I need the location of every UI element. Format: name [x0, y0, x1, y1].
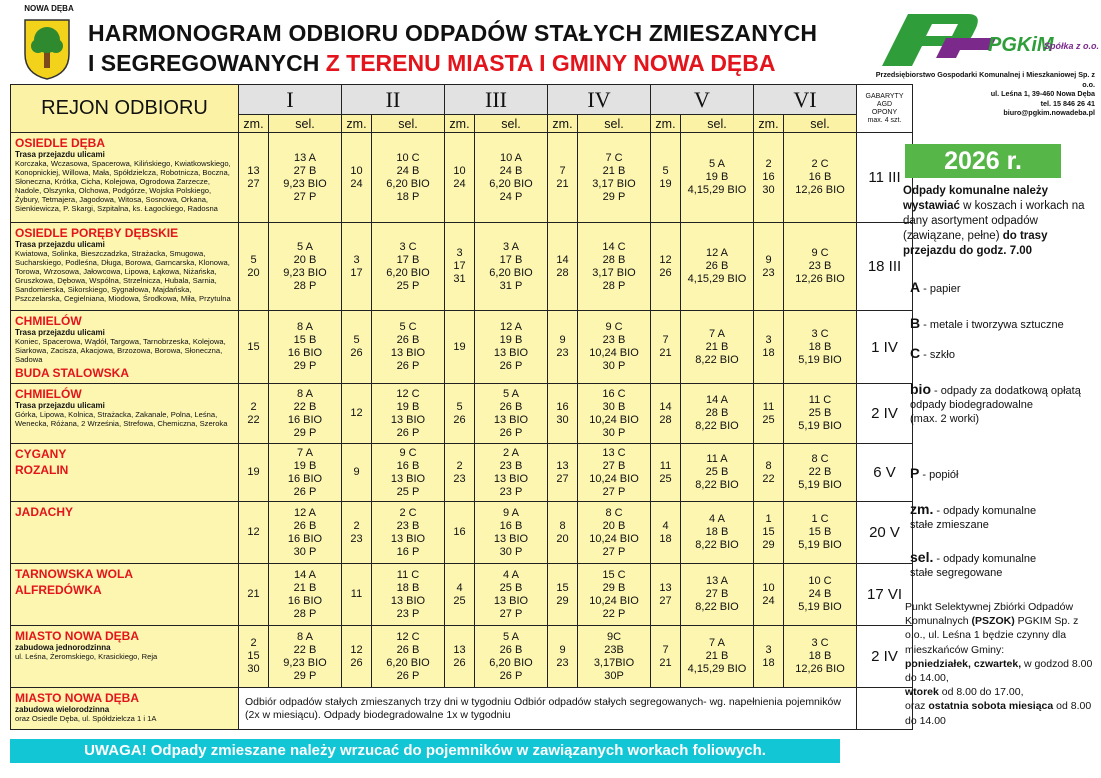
route-label: Trasa przejazdu ulicami — [15, 401, 105, 410]
gabaryty-date-cell: 2 IV — [857, 384, 913, 444]
legend-key: B — [910, 315, 921, 331]
gabaryty-header: GABARYTY AGD OPONY max. 4 szt. — [857, 85, 913, 133]
table-row — [11, 626, 913, 688]
legend-desc: szkło — [929, 349, 955, 361]
zm-dates-cell: 4 18 — [651, 502, 681, 564]
sel-dates-cell: 2 C 23 B 13 BIO 16 P — [372, 502, 445, 564]
legend-key: C — [910, 345, 921, 361]
table-row — [11, 502, 913, 564]
zm-dates-cell: 3 18 — [754, 626, 784, 688]
sel-dates-cell: 8 C 20 B 10,24 BIO 27 P — [578, 502, 651, 564]
region-cell — [11, 688, 239, 730]
pszok-hours-2: od 8.00 do 17.00, — [938, 686, 1024, 699]
gabaryty-date-cell: 6 V — [857, 444, 913, 502]
sel-dates-cell: 7 A 19 B 16 BIO 26 P — [269, 444, 342, 502]
sel-dates-cell: 3 C 18 B 12,26 BIO — [784, 626, 857, 688]
sel-dates-cell: 12 C 26 B 6,20 BIO 26 P — [372, 626, 445, 688]
zm-dates-cell: 10 24 — [445, 133, 475, 223]
sel-dates-cell: 16 C 30 B 10,24 BIO 30 P — [578, 384, 651, 444]
title-line-2 — [88, 50, 775, 77]
zm-dates-cell: 13 27 — [239, 133, 269, 223]
zm-dates-cell: 10 24 — [342, 133, 372, 223]
legend-sep: - — [931, 385, 941, 397]
schedule-table — [10, 84, 913, 730]
pszok-days-1: poniedziałek, czwartek, — [905, 657, 1022, 670]
zm-dates-cell: 15 — [239, 311, 269, 384]
zm-dates-cell: 14 28 — [548, 223, 578, 311]
year-badge: 2026 r. — [905, 144, 1061, 178]
zm-dates-cell: 3 17 31 — [445, 223, 475, 311]
sel-dates-cell: 11 A 25 B 8,22 BIO — [681, 444, 754, 502]
table-row — [11, 564, 913, 626]
zm-dates-cell: 1 15 29 — [754, 502, 784, 564]
legend-item — [910, 382, 1095, 426]
title-line-2-black: I SEGREGOWANYCH — [88, 50, 326, 76]
zm-dates-cell: 7 21 — [651, 311, 681, 384]
pszok-text-2: PGKIM Sp. z o.o., ul. Leśna 1 będzie czynny dla mieszkańców Gminy: — [905, 615, 1079, 656]
sel-dates-cell: 11 C 25 B 5,19 BIO — [784, 384, 857, 444]
region-name-extra: ROZALIN — [15, 463, 69, 477]
table-row-last — [11, 688, 913, 730]
sel-dates-cell: 10 A 24 B 6,20 BIO 24 P — [475, 133, 548, 223]
legend-item — [910, 550, 1095, 580]
zm-subheader: zm. — [342, 115, 372, 133]
pgkim-logo-graphic — [878, 8, 1096, 70]
zm-dates-cell: 10 24 — [754, 564, 784, 626]
zm-dates-cell: 4 25 — [445, 564, 475, 626]
crest-label: NOWA DĘBA — [24, 4, 74, 13]
gabaryty-date-cell: 20 V — [857, 502, 913, 564]
gabaryty-date-cell: 18 III — [857, 223, 913, 311]
route-label: zabudowa wielorodzinna — [15, 705, 110, 714]
sel-dates-cell: 5 C 26 B 13 BIO 26 P — [372, 311, 445, 384]
sel-dates-cell: 13 A 27 B 8,22 BIO — [681, 564, 754, 626]
legend-item — [910, 280, 1095, 296]
sel-dates-cell: 12 C 19 B 13 BIO 26 P — [372, 384, 445, 444]
zm-dates-cell: 9 23 — [754, 223, 784, 311]
zm-dates-cell: 5 20 — [239, 223, 269, 311]
region-cell — [11, 564, 239, 626]
coat-of-arms-icon — [22, 14, 72, 84]
sel-dates-cell: 9 C 23 B 10,24 BIO 30 P — [578, 311, 651, 384]
period-header: VI — [754, 85, 857, 115]
company-address: ul. Leśna 1, 39-460 Nowa Dęba — [990, 89, 1095, 98]
period-header: III — [445, 85, 548, 115]
region-name: OSIEDLE DĘBA — [15, 136, 106, 150]
sel-dates-cell: 5 A 26 B 13 BIO 26 P — [475, 384, 548, 444]
region-name: CHMIELÓW — [15, 387, 82, 401]
street-list: Koniec, Spacerowa, Wądół, Targowa, Tarnobrzeska, Kolejowa, Siarkowa, Zacisza, Akacjowa, Brzozowa, Borowa, Słoneczna, Sadowa — [15, 337, 226, 364]
legend-desc: odpady za dodatkową opłatą odpady biodegradowalne (max. 2 worki) — [910, 385, 1081, 425]
sel-dates-cell: 9 C 23 B 12,26 BIO — [784, 223, 857, 311]
region-cell — [11, 384, 239, 444]
zm-dates-cell: 7 21 — [651, 626, 681, 688]
legend-item — [910, 316, 1095, 332]
sel-subheader: sel. — [681, 115, 754, 133]
zm-dates-cell: 12 26 — [651, 223, 681, 311]
zm-dates-cell: 11 25 — [754, 384, 784, 444]
zm-dates-cell: 7 21 — [548, 133, 578, 223]
zm-dates-cell: 16 30 — [548, 384, 578, 444]
pszok-hours-1: w godzod 8.00 do 14.00, — [905, 657, 1093, 685]
sel-dates-cell: 4 A 25 B 13 BIO 27 P — [475, 564, 548, 626]
logo-text: PGKiM — [988, 34, 1054, 56]
sel-dates-cell: 12 A 19 B 13 BIO 26 P — [475, 311, 548, 384]
table-row — [11, 311, 913, 384]
intro-body: w koszach i workach na dany asortyment odpadów (zawiązane, pełne) — [903, 200, 1085, 242]
region-name: CYGANY — [15, 447, 67, 461]
sel-dates-cell: 1 C 15 B 5,19 BIO — [784, 502, 857, 564]
zm-dates-cell: 8 20 — [548, 502, 578, 564]
legend-item — [910, 346, 1095, 362]
route-label: Trasa przejazdu ulicami — [15, 328, 105, 337]
sel-dates-cell: 11 C 18 B 13 BIO 23 P — [372, 564, 445, 626]
sel-dates-cell: 5 A 20 B 9,23 BIO 28 P — [269, 223, 342, 311]
gabaryty-date-cell: 11 III — [857, 133, 913, 223]
zm-dates-cell: 9 23 — [548, 311, 578, 384]
zm-dates-cell: 19 — [445, 311, 475, 384]
zm-dates-cell: 11 25 — [651, 444, 681, 502]
period-header: V — [651, 85, 754, 115]
zm-dates-cell: 13 27 — [651, 564, 681, 626]
region-cell — [11, 311, 239, 384]
sel-subheader: sel. — [372, 115, 445, 133]
legend-item — [910, 466, 1095, 482]
intro-bold-2: do trasy przejazdu do godz. 7.00 — [903, 230, 1048, 257]
zm-dates-cell: 15 29 — [548, 564, 578, 626]
zm-dates-cell: 19 — [239, 444, 269, 502]
collection-note: Odbiór odpadów stałych zmieszanych trzy dni w tygodniu Odbiór odpadów stałych segregowanych- wg. napełnienia pojemników (2x w miesiącu). Odpady biodegradowalne 1x w tygodniu — [239, 688, 857, 730]
region-name-extra: ALFREDÓWKA — [15, 583, 102, 597]
company-email: biuro@pgkim.nowadeba.pl — [1003, 108, 1095, 117]
region-cell — [11, 223, 239, 311]
zm-dates-cell: 14 28 — [651, 384, 681, 444]
sel-dates-cell: 9 C 16 B 13 BIO 25 P — [372, 444, 445, 502]
zm-dates-cell: 9 — [342, 444, 372, 502]
zm-dates-cell: 2 16 30 — [754, 133, 784, 223]
sel-subheader: sel. — [578, 115, 651, 133]
legend-desc: odpady komunalne stałe segregowane — [910, 553, 1037, 579]
company-phone: tel. 15 846 26 41 — [1040, 98, 1095, 108]
zm-dates-cell: 13 26 — [445, 626, 475, 688]
zm-dates-cell: 8 22 — [754, 444, 784, 502]
route-label: Trasa przejazdu ulicami — [15, 240, 105, 249]
pszok-text-1: Punkt Selektywnej Zbiórki Odpadów Komunalnych — [905, 601, 1074, 628]
pszok-days-3: ostatnia sobota miesiąca — [928, 700, 1054, 713]
route-label: Trasa przejazdu ulicami — [15, 150, 105, 159]
legend-key: P — [910, 465, 920, 481]
intro-text — [903, 184, 1095, 259]
legend-item — [910, 502, 1095, 532]
company-name: Przedsiębiorstwo Gospodarki Komunalnej i Mieszkaniowej Sp. z o.o. — [875, 70, 1095, 89]
period-header: II — [342, 85, 445, 115]
legend-key: bio — [910, 381, 931, 397]
sel-dates-cell: 14 A 28 B 8,22 BIO — [681, 384, 754, 444]
period-header: IV — [548, 85, 651, 115]
street-list: ul. Leśna, Żeromskiego, Krasickiego, Reja — [15, 652, 158, 661]
zm-dates-cell: 12 — [342, 384, 372, 444]
sel-dates-cell: 8 A 22 B 9,23 BIO 29 P — [269, 626, 342, 688]
zm-dates-cell: 11 — [342, 564, 372, 626]
zm-dates-cell: 12 26 — [342, 626, 372, 688]
sel-dates-cell: 2 A 23 B 13 BIO 23 P — [475, 444, 548, 502]
sel-subheader: sel. — [269, 115, 342, 133]
sel-dates-cell: 10 C 24 B 5,19 BIO — [784, 564, 857, 626]
legend-key: A — [910, 279, 921, 295]
intro-bold-1: Odpady komunalne należy wystawiać — [903, 185, 1049, 212]
zm-subheader: zm. — [445, 115, 475, 133]
legend-sep: - — [920, 319, 930, 331]
region-cell — [11, 444, 239, 502]
zm-dates-cell: 9 23 — [548, 626, 578, 688]
period-header: I — [239, 85, 342, 115]
sel-dates-cell: 3 C 17 B 6,20 BIO 25 P — [372, 223, 445, 311]
sel-dates-cell: 7 A 21 B 8,22 BIO — [681, 311, 754, 384]
sel-dates-cell: 7 C 21 B 3,17 BIO 29 P — [578, 133, 651, 223]
sel-dates-cell: 12 A 26 B 16 BIO 30 P — [269, 502, 342, 564]
zm-dates-cell: 16 — [445, 502, 475, 564]
gabaryty-date-cell: 1 IV — [857, 311, 913, 384]
region-name: TARNOWSKA WOLA — [15, 567, 133, 581]
table-row — [11, 223, 913, 311]
sel-dates-cell: 15 C 29 B 10,24 BIO 22 P — [578, 564, 651, 626]
region-cell — [11, 502, 239, 564]
sel-dates-cell: 4 A 18 B 8,22 BIO — [681, 502, 754, 564]
sel-dates-cell: 7 A 21 B 4,15,29 BIO — [681, 626, 754, 688]
gabaryty-date-cell: 2 IV — [857, 626, 913, 688]
pgkim-logo — [878, 8, 1100, 70]
zm-dates-cell: 21 — [239, 564, 269, 626]
pszok-info — [905, 600, 1097, 728]
zm-dates-cell: 12 — [239, 502, 269, 564]
zm-subheader: zm. — [239, 115, 269, 133]
pszok-text-5: oraz — [905, 700, 929, 713]
sel-dates-cell: 12 A 26 B 4,15,29 BIO — [681, 223, 754, 311]
logo-suffix: Spółka z o.o. — [1044, 41, 1100, 51]
gabaryty-date-cell: 17 VI — [857, 564, 913, 626]
sel-dates-cell: 5 A 19 B 4,15,29 BIO — [681, 133, 754, 223]
region-name: CHMIELÓW — [15, 314, 82, 328]
sel-dates-cell: 8 C 22 B 5,19 BIO — [784, 444, 857, 502]
legend-key: zm. — [910, 501, 934, 517]
zm-dates-cell: 2 23 — [342, 502, 372, 564]
zm-dates-cell: 13 27 — [548, 444, 578, 502]
pszok-days-2: wtorek — [905, 686, 939, 699]
zm-dates-cell: 3 18 — [754, 311, 784, 384]
sel-dates-cell: 2 C 16 B 12,26 BIO — [784, 133, 857, 223]
zm-subheader: zm. — [651, 115, 681, 133]
zm-subheader: zm. — [548, 115, 578, 133]
zm-dates-cell: 5 26 — [342, 311, 372, 384]
legend-desc: odpady komunalne stałe zmieszane — [910, 505, 1037, 531]
street-list: Górka, Lipowa, Kolnica, Strażacka, Zakanale, Polna, Leśna, Wenecka, Różana, 2 Września, Strefowa, Chemiczna, Szeroka — [15, 410, 228, 428]
sel-dates-cell: 14 C 28 B 3,17 BIO 28 P — [578, 223, 651, 311]
legend-sep: - — [920, 349, 930, 361]
sel-dates-cell: 13 C 27 B 10,24 BIO 27 P — [578, 444, 651, 502]
pszok-bold-1: (PSZOK) — [971, 615, 1015, 628]
sel-dates-cell: 8 A 22 B 16 BIO 29 P — [269, 384, 342, 444]
region-header: REJON ODBIORU — [11, 85, 239, 133]
sel-subheader: sel. — [784, 115, 857, 133]
legend-sep: - — [933, 553, 944, 565]
zm-dates-cell: 2 22 — [239, 384, 269, 444]
sel-dates-cell: 10 C 24 B 6,20 BIO 18 P — [372, 133, 445, 223]
legend-desc: popiół — [929, 469, 959, 481]
region-name-extra: BUDA STALOWSKA — [15, 366, 129, 380]
legend-desc: papier — [929, 283, 961, 295]
region-name: MIASTO NOWA DĘBA — [15, 629, 140, 643]
sel-dates-cell: 5 A 26 B 6,20 BIO 26 P — [475, 626, 548, 688]
sel-subheader: sel. — [475, 115, 548, 133]
legend-sep: - — [933, 505, 944, 517]
zm-dates-cell: 5 26 — [445, 384, 475, 444]
zm-dates-cell: 2 23 — [445, 444, 475, 502]
sel-dates-cell: 14 A 21 B 16 BIO 28 P — [269, 564, 342, 626]
street-list: Kwiatowa, Solinka, Bieszczadzka, Strażacka, Smugowa, Sucharskiego, Podleśna, Długa, Borowa, Garncarska, Klonowa, Torowa, Wrzosowa, Jałowcowa, Lipowa, Łąkowa, Niżańska, Gruszkowa, Dębowa, Wspólna, Strzelnicza, Hubala, Sarnia, Sandomierska, Sikorskiego, Sygnałowa, Majdańska, Pszczelarska, Cegielniana, Miodowa, Środkowa, Miła, Przytulna — [15, 249, 231, 303]
sel-dates-cell: 9 A 16 B 13 BIO 30 P — [475, 502, 548, 564]
zm-dates-cell: 5 19 — [651, 133, 681, 223]
title-line-1: HARMONOGRAM ODBIORU ODPADÓW STAŁYCH ZMIESZANYCH — [88, 20, 818, 46]
legend-sep: - — [920, 283, 930, 295]
region-name: MIASTO NOWA DĘBA — [15, 691, 140, 705]
pszok-hours-3: od 8.00 do 14.00 — [905, 700, 1092, 727]
region-cell — [11, 626, 239, 688]
table-row — [11, 133, 913, 223]
legend-sep: - — [919, 469, 930, 481]
route-label: zabudowa jednorodzinna — [15, 643, 111, 652]
legend-desc: metale i tworzywa sztuczne — [929, 319, 1064, 331]
street-list: oraz Osiedle Dęba, ul. Spółdzielcza 1 i 1A — [15, 714, 157, 723]
zm-dates-cell: 3 17 — [342, 223, 372, 311]
region-cell — [11, 133, 239, 223]
table-row — [11, 444, 913, 502]
region-name: JADACHY — [15, 505, 74, 519]
sel-dates-cell: 3 C 18 B 5,19 BIO — [784, 311, 857, 384]
sel-dates-cell: 13 A 27 B 9,23 BIO 27 P — [269, 133, 342, 223]
warning-banner: UWAGA! Odpady zmieszane należy wrzucać do pojemników w zawiązanych workach foliowych. — [10, 739, 840, 763]
table-row — [11, 384, 913, 444]
legend-key: sel. — [910, 549, 934, 565]
zm-dates-cell: 2 15 30 — [239, 626, 269, 688]
street-list: Korczaka, Wczasowa, Spacerowa, Kilińskiego, Kwiatkowskiego, Konopnickiej, Willowa, Mała, Spółdzielcza, Robotnicza, Boczna, Słoneczna, Krótka, Cicha, Kolejowa, Ogrodowa Zarzecze, Nadole, Olszynka, Olchowa, Podgórze, Wojska Polskiego, Żybury, Tetmajera, Jagodowa, Witosa, Sosnowa, Orkana, Sienkiewicza, P. Skargi, Szpitalna, ks. Łagockiego, Radosna — [15, 159, 231, 213]
sel-dates-cell: 9C 23B 3,17BIO 30P — [578, 626, 651, 688]
sel-dates-cell: 8 A 15 B 16 BIO 29 P — [269, 311, 342, 384]
zm-subheader: zm. — [754, 115, 784, 133]
sel-dates-cell: 3 A 17 B 6,20 BIO 31 P — [475, 223, 548, 311]
region-name: OSIEDLE PORĘBY DĘBSKIE — [15, 226, 179, 240]
title-line-2-red: Z TERENU MIASTA I GMINY NOWA DĘBA — [325, 50, 776, 76]
